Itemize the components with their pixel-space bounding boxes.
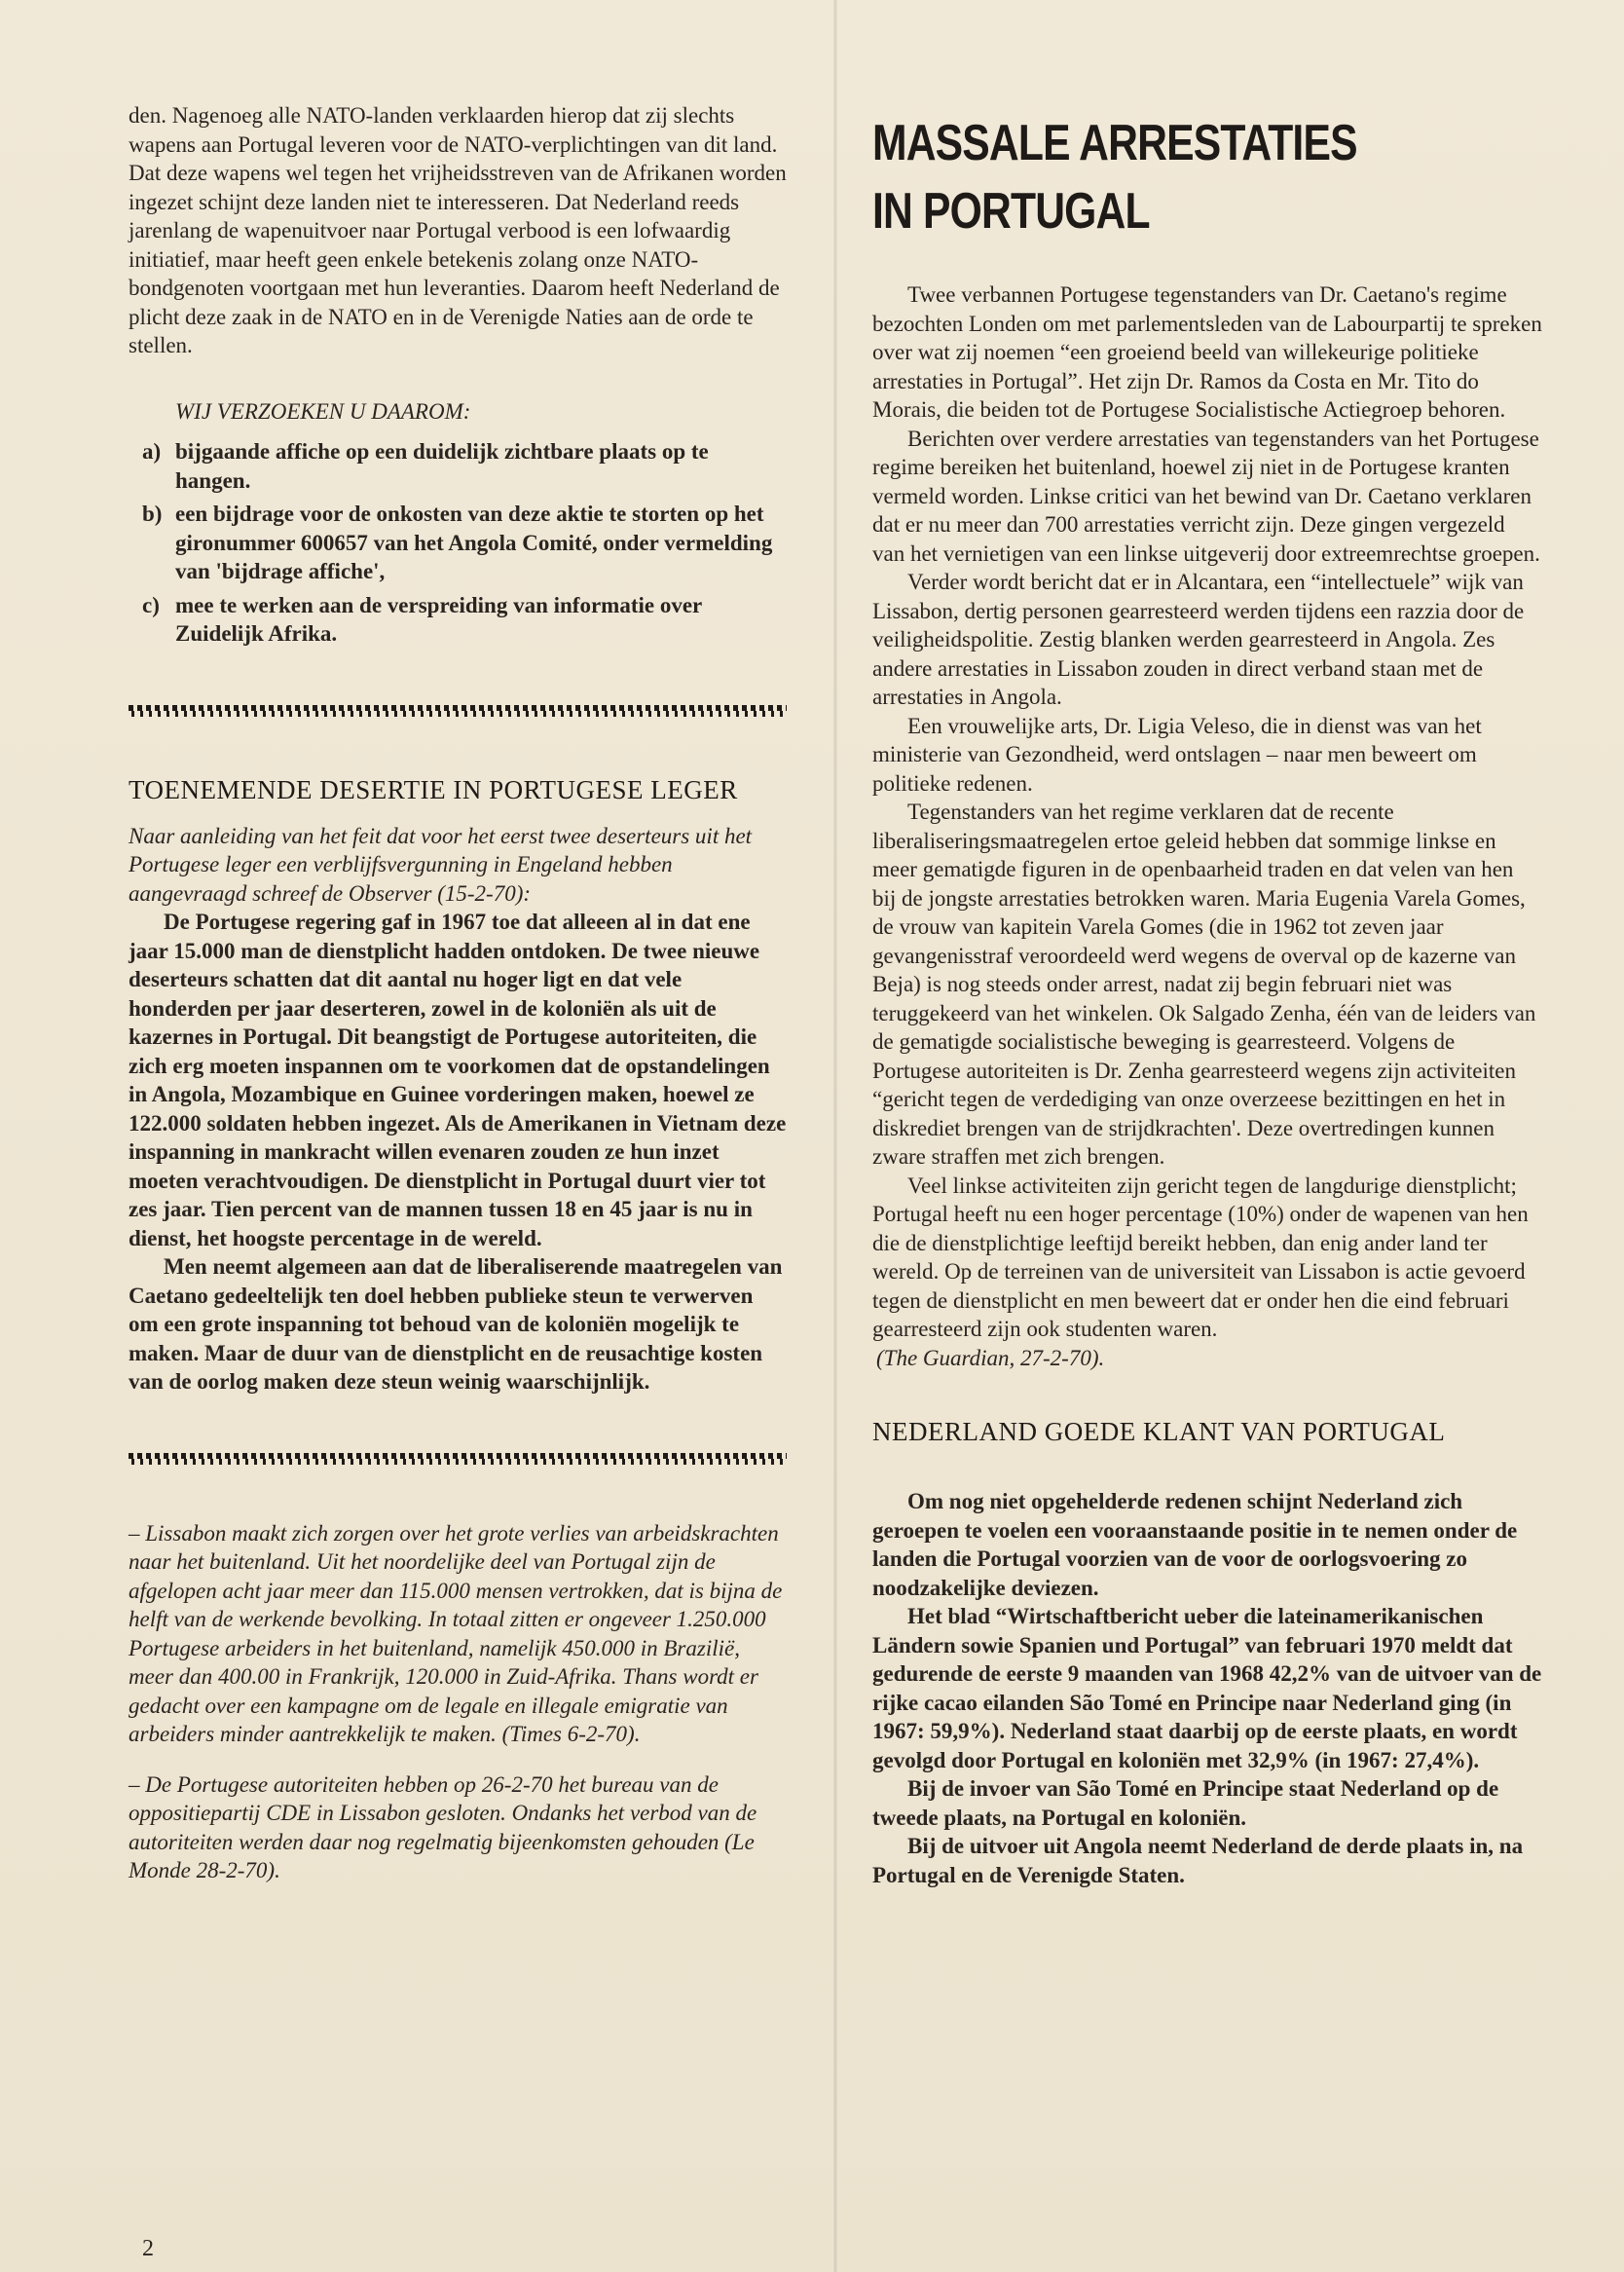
desertion-paragraph-1: De Portugese regering gaf in 1967 toe dat alleeen al in dat ene jaar 15.000 man de dienstplicht hadden ontdoken. De twee nieuwe deserteurs schatten dat dit aantal nu hoger ligt en dat vele honderden per jaar deserteren, zowel in de koloniën als uit de kazernes in Portugal. Dit beangstigt de Portugese autoriteiten, die zich erg moeten inspannen om te voorkomen dat de opstandelingen in Angola, Mozambique en Guinee vorderingen maken, hoewel ze 122.000 soldaten hebben ingezet. Als de Amerikanen in Vietnam deze inspanning in mankracht willen evenaren zouden ze hun inzet moeten verachtvoudigen. De dienstplicht in Portugal duurt vier tot zes jaar. Tien percent van de mannen tussen 18 en 45 jaar is nu in dienst, het hoogste percentage in de wereld. (129, 910, 787, 1250)
request-item-b (129, 500, 787, 586)
page-fold (833, 0, 837, 2272)
right-column (872, 101, 1542, 1889)
arrests-article (872, 280, 1542, 1372)
request-marker: a) (142, 439, 162, 464)
page-number: 2 (142, 2236, 154, 2261)
request-text: bijgaande affiche op een duidelijk zichtbare plaats op te hangen. (175, 439, 709, 493)
arrests-paragraph: Verder wordt bericht dat er in Alcantara, een “intellectuele” wijk van Lissabon, dertig personen gearresteerd werden tijdens een razzia door de veiligheidspolitie. Zestig blanken werden gearresteerd in Angola. Zes andere arrestaties in Lissabon zouden in direct verband staan met de arrestaties in Angola. (872, 570, 1525, 709)
arrests-paragraph: Veel linkse activiteiten zijn gericht tegen de langdurige dienstplicht; Portugal heeft nu een hoger percentage (10%) onder de wapenen van hen die de dienstplichtige leeftijd bereikt hebben, dan enig ander land ter wereld. Op de terreinen van de universiteit van Lissabon is actie gevoerd tegen de dienstplicht en men beweert dat er onder hen die eind februari gearresteerd zijn ook studenten waren. (872, 1173, 1529, 1341)
desertion-paragraph-2: Men neemt algemeen aan dat de liberaliserende maatregelen van Caetano gedeeltelijk ten doel hebben publieke steun te verwerven om een grote inspanning tot behoud van de koloniën mogelijk te maken. Maar de duur van de dienstplicht en de reusachtige kosten van de oorlog maken deze steun weinig waarschijnlijk. (129, 1254, 783, 1394)
headline-line-2: IN PORTUGAL (872, 183, 1150, 240)
intro-paragraph: den. Nagenoeg alle NATO-landen verklaarden hierop dat zij slechts wapens aan Portugal leveren voor de NATO-verplichtingen van dit land. Dat deze wapens wel tegen het vrijheidsstreven van de Afrikanen worden ingezet schijnt deze landen niet te interesseren. Dat Nederland reeds jarenlang de wapenuitvoer naar Portugal verbood is een lofwaardig initiatief, maar heeft geen enkele betekenis zolang onze NATO-bondgenoten voortgaan met hun leveranties. Daarom heeft Nederland de plicht deze zaak in de NATO en in de Verenigde Naties aan de orde te stellen. (129, 103, 787, 357)
netherlands-paragraph: Bij de uitvoer uit Angola neemt Nederland de derde plaats in, na Portugal en de Verenigde Staten. (872, 1834, 1524, 1887)
arrests-paragraph: Een vrouwelijke arts, Dr. Ligia Veleso, die in dienst was van het ministerie van Gezondheid, werd ontslagen – naar men beweert om politieke redenen. (872, 713, 1482, 796)
request-list (129, 437, 787, 649)
note-cde-closed: – De Portugese autoriteiten hebben op 26-2-70 het bureau van de oppositiepartij CDE in Lissabon gesloten. Ondanks het verbod van de autoriteiten werden daar nog regelmatig bijeenkomsten gehouden (Le Monde 28-2-70). (129, 1771, 757, 1882)
request-marker: b) (142, 502, 163, 526)
left-column (129, 101, 787, 1885)
request-item-c (129, 591, 787, 649)
section-divider (129, 1453, 787, 1465)
desertion-title: TOENEMENDE DESERTIE IN PORTUGESE LEGER (129, 774, 738, 804)
request-text: mee te werken aan de verspreiding van informatie over Zuidelijk Afrika. (175, 592, 702, 646)
netherlands-paragraph: Om nog niet opgehelderde redenen schijnt Nederland zich geroepen te voelen een vooraanstaande positie in te nemen onder de landen die Portugal voorzien van de voor de oorlogsvoering zo noodzakelijke deviezen. (872, 1489, 1518, 1600)
arrests-source: (The Guardian, 27-2-70). (876, 1345, 1105, 1370)
section-divider (129, 705, 787, 717)
netherlands-paragraph: Bij de invoer van São Tomé en Principe staat Nederland op de tweede plaats, na Portugal en koloniën. (872, 1776, 1499, 1830)
arrests-paragraph: Berichten over verdere arrestaties van tegenstanders van het Portugese regime bereiken het buitenland, hoewel zij niet in de Portugese kranten vermeld worden. Linkse critici van het bewind van Dr. Caetano verklaren dat er nu meer dan 700 arrestaties verricht zijn. Deze gingen vergezeld van het vernietigen van een linkse uitgeverij door extreemrechtse groepen. (872, 426, 1540, 566)
arrests-paragraph: Tegenstanders van het regime verklaren dat de recente liberaliseringsmaatregelen ertoe geleid hebben dat sommige linkse en meer gematigde figuren in de openbaarheid traden en dat velen van hen bij de jongste arrestaties betrokken waren. Maria Eugenia Varela Gomes, de vrouw van kapitein Varela Gomes (die in 1962 tot zeven jaar gevangenisstraf veroordeeld werd wegens de overval op de kazerne van Beja) is nog steeds onder arrest, nadat zij begin februari niet was teruggekeerd van het winkelen. Ok Salgado Zenha, één van de leiders van de gematigde socialistische beweging is gearresteerd. Volgens de Portugese autoriteiten is Dr. Zenha gearresteerd wegens zijn activiteiten “gericht tegen de verdediging van onze overzeese bezittingen en het in diskrediet brengen van de strijdkrachten'. Deze overtredingen kunnen zware straffen met zich brengen. (872, 800, 1536, 1169)
request-item-a (129, 437, 787, 495)
request-text: een bijdrage voor de onkosten van deze aktie te storten op het gironummer 600657 van het Angola Comité, onder vermelding van 'bijdrage affiche', (175, 502, 773, 583)
headline-line-1: MASSALE ARRESTATIES (872, 115, 1357, 171)
arrests-paragraph: Twee verbannen Portugese tegenstanders van Dr. Caetano's regime bezochten Londen om met parlementsleden van de Labourpartij te spreken over wat zij noemen “een groeiend beeld van willekeurige politieke arrestaties in Portugal”. Het zijn Dr. Ramos da Costa en Mr. Tito do Morais, die beiden tot de Portugese Socialistische Actiegroep behoren. (872, 282, 1542, 422)
netherlands-title: NEDERLAND GOEDE KLANT VAN PORTUGAL (872, 1417, 1446, 1446)
request-heading: WIJ VERZOEKEN U DAAROM: (175, 398, 471, 424)
note-emigration: – Lissabon maakt zich zorgen over het grote verlies van arbeidskrachten naar het buitenland. Uit het noordelijke deel van Portugal zijn de afgelopen acht jaar meer dan 115.000 mensen vertrokken, dat is bijna de helft van de werkende bevolking. In totaal zitten er ongeveer 1.250.000 Portugese arbeiders in het buitenland, namelijk 450.000 in Brazilië, meer dan 400.00 in Frankrijk, 120.000 in Zuid-Afrika. Thans wordt er gedacht over een kampagne om de legale en illegale emigratie van arbeiders minder aantrekkelijk te maken. (Times 6-2-70). (129, 1520, 783, 1746)
request-marker: c) (142, 592, 160, 617)
desertion-lead: Naar aanleiding van het feit dat voor het eerst twee deserteurs uit het Portugese leger een verblijfsvergunning in Engeland hebben aangevraagd schreef de Observer (15-2-70): (129, 823, 753, 906)
netherlands-article (872, 1487, 1542, 1889)
netherlands-paragraph: Het blad “Wirtschaftbericht ueber die lateinamerikanischen Ländern sowie Spanien und Portugal” van februari 1970 meldt dat gedurende de eerste 9 maanden van 1968 42,2% van de uitvoer van de rijke cacao eilanden São Tomé en Principe naar Nederland ging (in 1967: 59,9%). Nederland staat daarbij op de eerste plaats, en wordt gevolgd door Portugal en koloniën met 32,9% (in 1967: 27,4%). (872, 1604, 1542, 1772)
